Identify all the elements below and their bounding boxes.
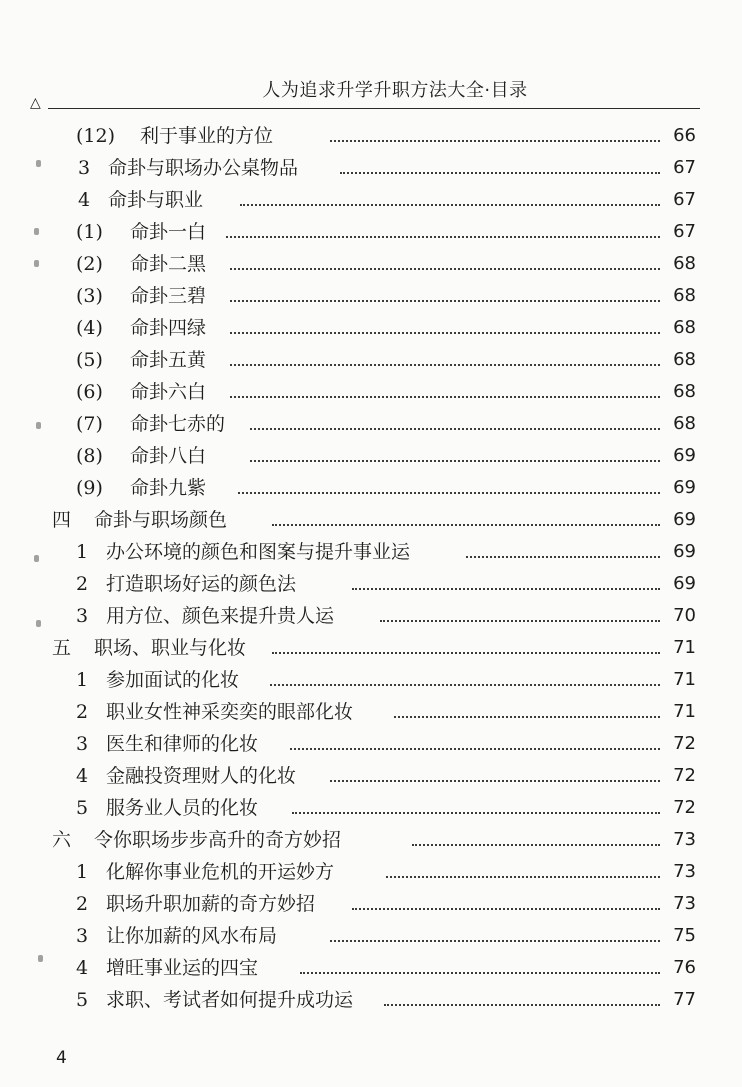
toc-entry-page: 66: [673, 125, 696, 146]
toc-entry-page: 73: [673, 861, 696, 882]
toc-entry-title: 参加面试的化妆: [106, 669, 240, 691]
toc-entry-title: 医生和律师的化妆: [106, 733, 259, 755]
toc-entry: [0, 760, 742, 792]
dot-leader: [230, 332, 660, 334]
toc-entry-number: 4: [76, 957, 89, 979]
toc-entry: [0, 952, 742, 984]
scan-speck: [36, 160, 41, 167]
toc-entry-number: (7): [76, 413, 103, 435]
toc-entry-page: 67: [673, 189, 696, 210]
scan-speck: [36, 422, 41, 429]
dot-leader: [330, 140, 660, 142]
dot-leader: [386, 876, 660, 878]
toc-entry-title: 用方位、颜色来提升贵人运: [106, 605, 335, 627]
toc-entry-number: 1: [76, 541, 89, 563]
dot-leader: [230, 364, 660, 366]
toc-entry: [0, 408, 742, 440]
toc-entry: [0, 984, 742, 1016]
toc-entry-title: 服务业人员的化妆: [106, 797, 259, 819]
toc-entry: [0, 248, 742, 280]
toc-entry-page: 69: [673, 509, 696, 530]
toc-entry-page: 68: [673, 381, 696, 402]
toc-entry-page: 72: [673, 797, 696, 818]
dot-leader: [466, 556, 660, 558]
toc-entry-number: 5: [76, 989, 89, 1011]
toc-entry-number: (6): [76, 381, 103, 403]
toc-entry-page: 71: [673, 701, 696, 722]
dot-leader: [300, 972, 660, 974]
toc-entry: [0, 184, 742, 216]
toc-entry-title: 命卦与职场颜色: [94, 509, 228, 531]
dot-leader: [230, 268, 660, 270]
toc-entry-page: 73: [673, 829, 696, 850]
dot-leader: [270, 684, 660, 686]
toc-entry: [0, 376, 742, 408]
dot-leader: [340, 172, 660, 174]
toc-entry-number: 1: [76, 669, 89, 691]
toc-entry-number: (5): [76, 349, 103, 371]
dot-leader: [394, 716, 660, 718]
toc-entry: [0, 728, 742, 760]
scan-speck: [34, 555, 39, 562]
toc-entry-number: 3: [76, 925, 89, 947]
toc-entry-title: 让你加薪的风水布局: [106, 925, 278, 947]
toc-entry: [0, 568, 742, 600]
toc-entry-page: 69: [673, 477, 696, 498]
toc-entry-page: 70: [673, 605, 696, 626]
toc-entry-number: (12): [76, 125, 116, 147]
toc-entry-title: 金融投资理财人的化妆: [106, 765, 297, 787]
dot-leader: [352, 908, 660, 910]
toc-entry-title: 职业女性神采奕奕的眼部化妆: [106, 701, 354, 723]
dot-leader: [272, 652, 660, 654]
toc-entry: [0, 120, 742, 152]
toc-entry: [0, 312, 742, 344]
scan-speck: [34, 260, 39, 267]
toc-entry: [0, 536, 742, 568]
toc-entry: [0, 824, 742, 856]
toc-entry: [0, 600, 742, 632]
toc-entry: [0, 504, 742, 536]
toc-entry-page: 72: [673, 765, 696, 786]
toc-entry: [0, 920, 742, 952]
toc-entry-page: 73: [673, 893, 696, 914]
toc-entry-title: 命卦与职场办公桌物品: [108, 157, 299, 179]
scan-speck: [36, 620, 41, 627]
toc-entry-title: 命卦八白: [130, 445, 207, 467]
running-title: 人为追求升学升职方法大全·目录: [262, 80, 528, 101]
toc-entry-page: 68: [673, 413, 696, 434]
scan-speck: [34, 228, 39, 235]
toc-entry-page: 69: [673, 541, 696, 562]
toc-entry-page: 68: [673, 253, 696, 274]
toc-entry-number: 3: [76, 605, 89, 627]
toc-entry-title: 命卦六白: [130, 381, 207, 403]
toc-entry-number: 2: [76, 701, 89, 723]
toc-entry: [0, 664, 742, 696]
dot-leader: [290, 748, 660, 750]
toc-entry-number: 4: [76, 765, 89, 787]
toc-entry-number: (2): [76, 253, 103, 275]
dot-leader: [352, 588, 660, 590]
toc-entry-number: 3: [78, 157, 91, 179]
toc-entry-number: (4): [76, 317, 103, 339]
dot-leader: [292, 812, 660, 814]
toc-entry: [0, 696, 742, 728]
toc-entry-number: 1: [76, 861, 89, 883]
toc-entry: [0, 888, 742, 920]
scan-speck: [38, 955, 43, 962]
toc-entry-page: 71: [673, 669, 696, 690]
toc-entry-title: 命卦三碧: [130, 285, 207, 307]
toc-entry: [0, 472, 742, 504]
toc-entry-number: 五: [52, 637, 72, 659]
toc-entry-page: 75: [673, 925, 696, 946]
toc-entry-page: 67: [673, 221, 696, 242]
toc-entry-number: 2: [76, 573, 89, 595]
toc-entry: [0, 216, 742, 248]
toc-entry-page: 76: [673, 957, 696, 978]
toc-entry-page: 77: [673, 989, 696, 1010]
dot-leader: [240, 204, 660, 206]
toc-entry: [0, 632, 742, 664]
toc-entry-title: 办公环境的颜色和图案与提升事业运: [106, 541, 411, 563]
toc-entry-page: 68: [673, 317, 696, 338]
toc-entry-page: 69: [673, 573, 696, 594]
toc-entry-page: 68: [673, 349, 696, 370]
toc-entry-page: 68: [673, 285, 696, 306]
toc-entry-number: (8): [76, 445, 103, 467]
dot-leader: [238, 492, 660, 494]
header-rule: [48, 108, 700, 109]
page-number: 4: [56, 1048, 67, 1068]
toc-entry-title: 职场升职加薪的奇方妙招: [106, 893, 316, 915]
toc-entry-page: 67: [673, 157, 696, 178]
toc-entry-title: 命卦九紫: [130, 477, 207, 499]
toc-entry-title: 命卦与职业: [108, 189, 204, 211]
toc-entry-title: 命卦七赤的: [130, 413, 226, 435]
dot-leader: [250, 460, 660, 462]
toc-entry-title: 利于事业的方位: [140, 125, 274, 147]
toc-entry: [0, 856, 742, 888]
dot-leader: [272, 524, 660, 526]
toc-entry-title: 命卦二黑: [130, 253, 207, 275]
toc-entry-page: 71: [673, 637, 696, 658]
dot-leader: [250, 428, 660, 430]
toc-entry-title: 化解你事业危机的开运妙方: [106, 861, 335, 883]
toc-entry-title: 命卦一白: [130, 221, 207, 243]
toc-entry-title: 增旺事业运的四宝: [106, 957, 259, 979]
toc-entry-number: 3: [76, 733, 89, 755]
toc-entry-number: 2: [76, 893, 89, 915]
toc-entry: [0, 792, 742, 824]
dot-leader: [226, 236, 660, 238]
toc-entry: [0, 152, 742, 184]
dot-leader: [230, 300, 660, 302]
dot-leader: [330, 780, 660, 782]
toc-entry-page: 69: [673, 445, 696, 466]
dot-leader: [330, 940, 660, 942]
dot-leader: [380, 620, 660, 622]
toc-entry-page: 72: [673, 733, 696, 754]
dot-leader: [412, 844, 660, 846]
toc-entry-number: (1): [76, 221, 103, 243]
toc-entry-title: 职场、职业与化妆: [94, 637, 247, 659]
dot-leader: [230, 396, 660, 398]
toc-entry-title: 命卦五黄: [130, 349, 207, 371]
toc-entry-number: 六: [52, 829, 72, 851]
toc-entry-title: 令你职场步步高升的奇方妙招: [94, 829, 342, 851]
toc-entry: [0, 280, 742, 312]
toc-entry-number: 4: [78, 189, 91, 211]
toc-entry-title: 打造职场好运的颜色法: [106, 573, 297, 595]
toc-entry-number: 四: [52, 509, 72, 531]
toc-entry: [0, 344, 742, 376]
header-triangle-mark: △: [30, 95, 41, 111]
toc-entry-number: (3): [76, 285, 103, 307]
toc-entry-number: 5: [76, 797, 89, 819]
toc-entry: [0, 440, 742, 472]
toc-entry-title: 求职、考试者如何提升成功运: [106, 989, 354, 1011]
dot-leader: [384, 1004, 660, 1006]
toc-entry-title: 命卦四绿: [130, 317, 207, 339]
toc-entry-number: (9): [76, 477, 103, 499]
